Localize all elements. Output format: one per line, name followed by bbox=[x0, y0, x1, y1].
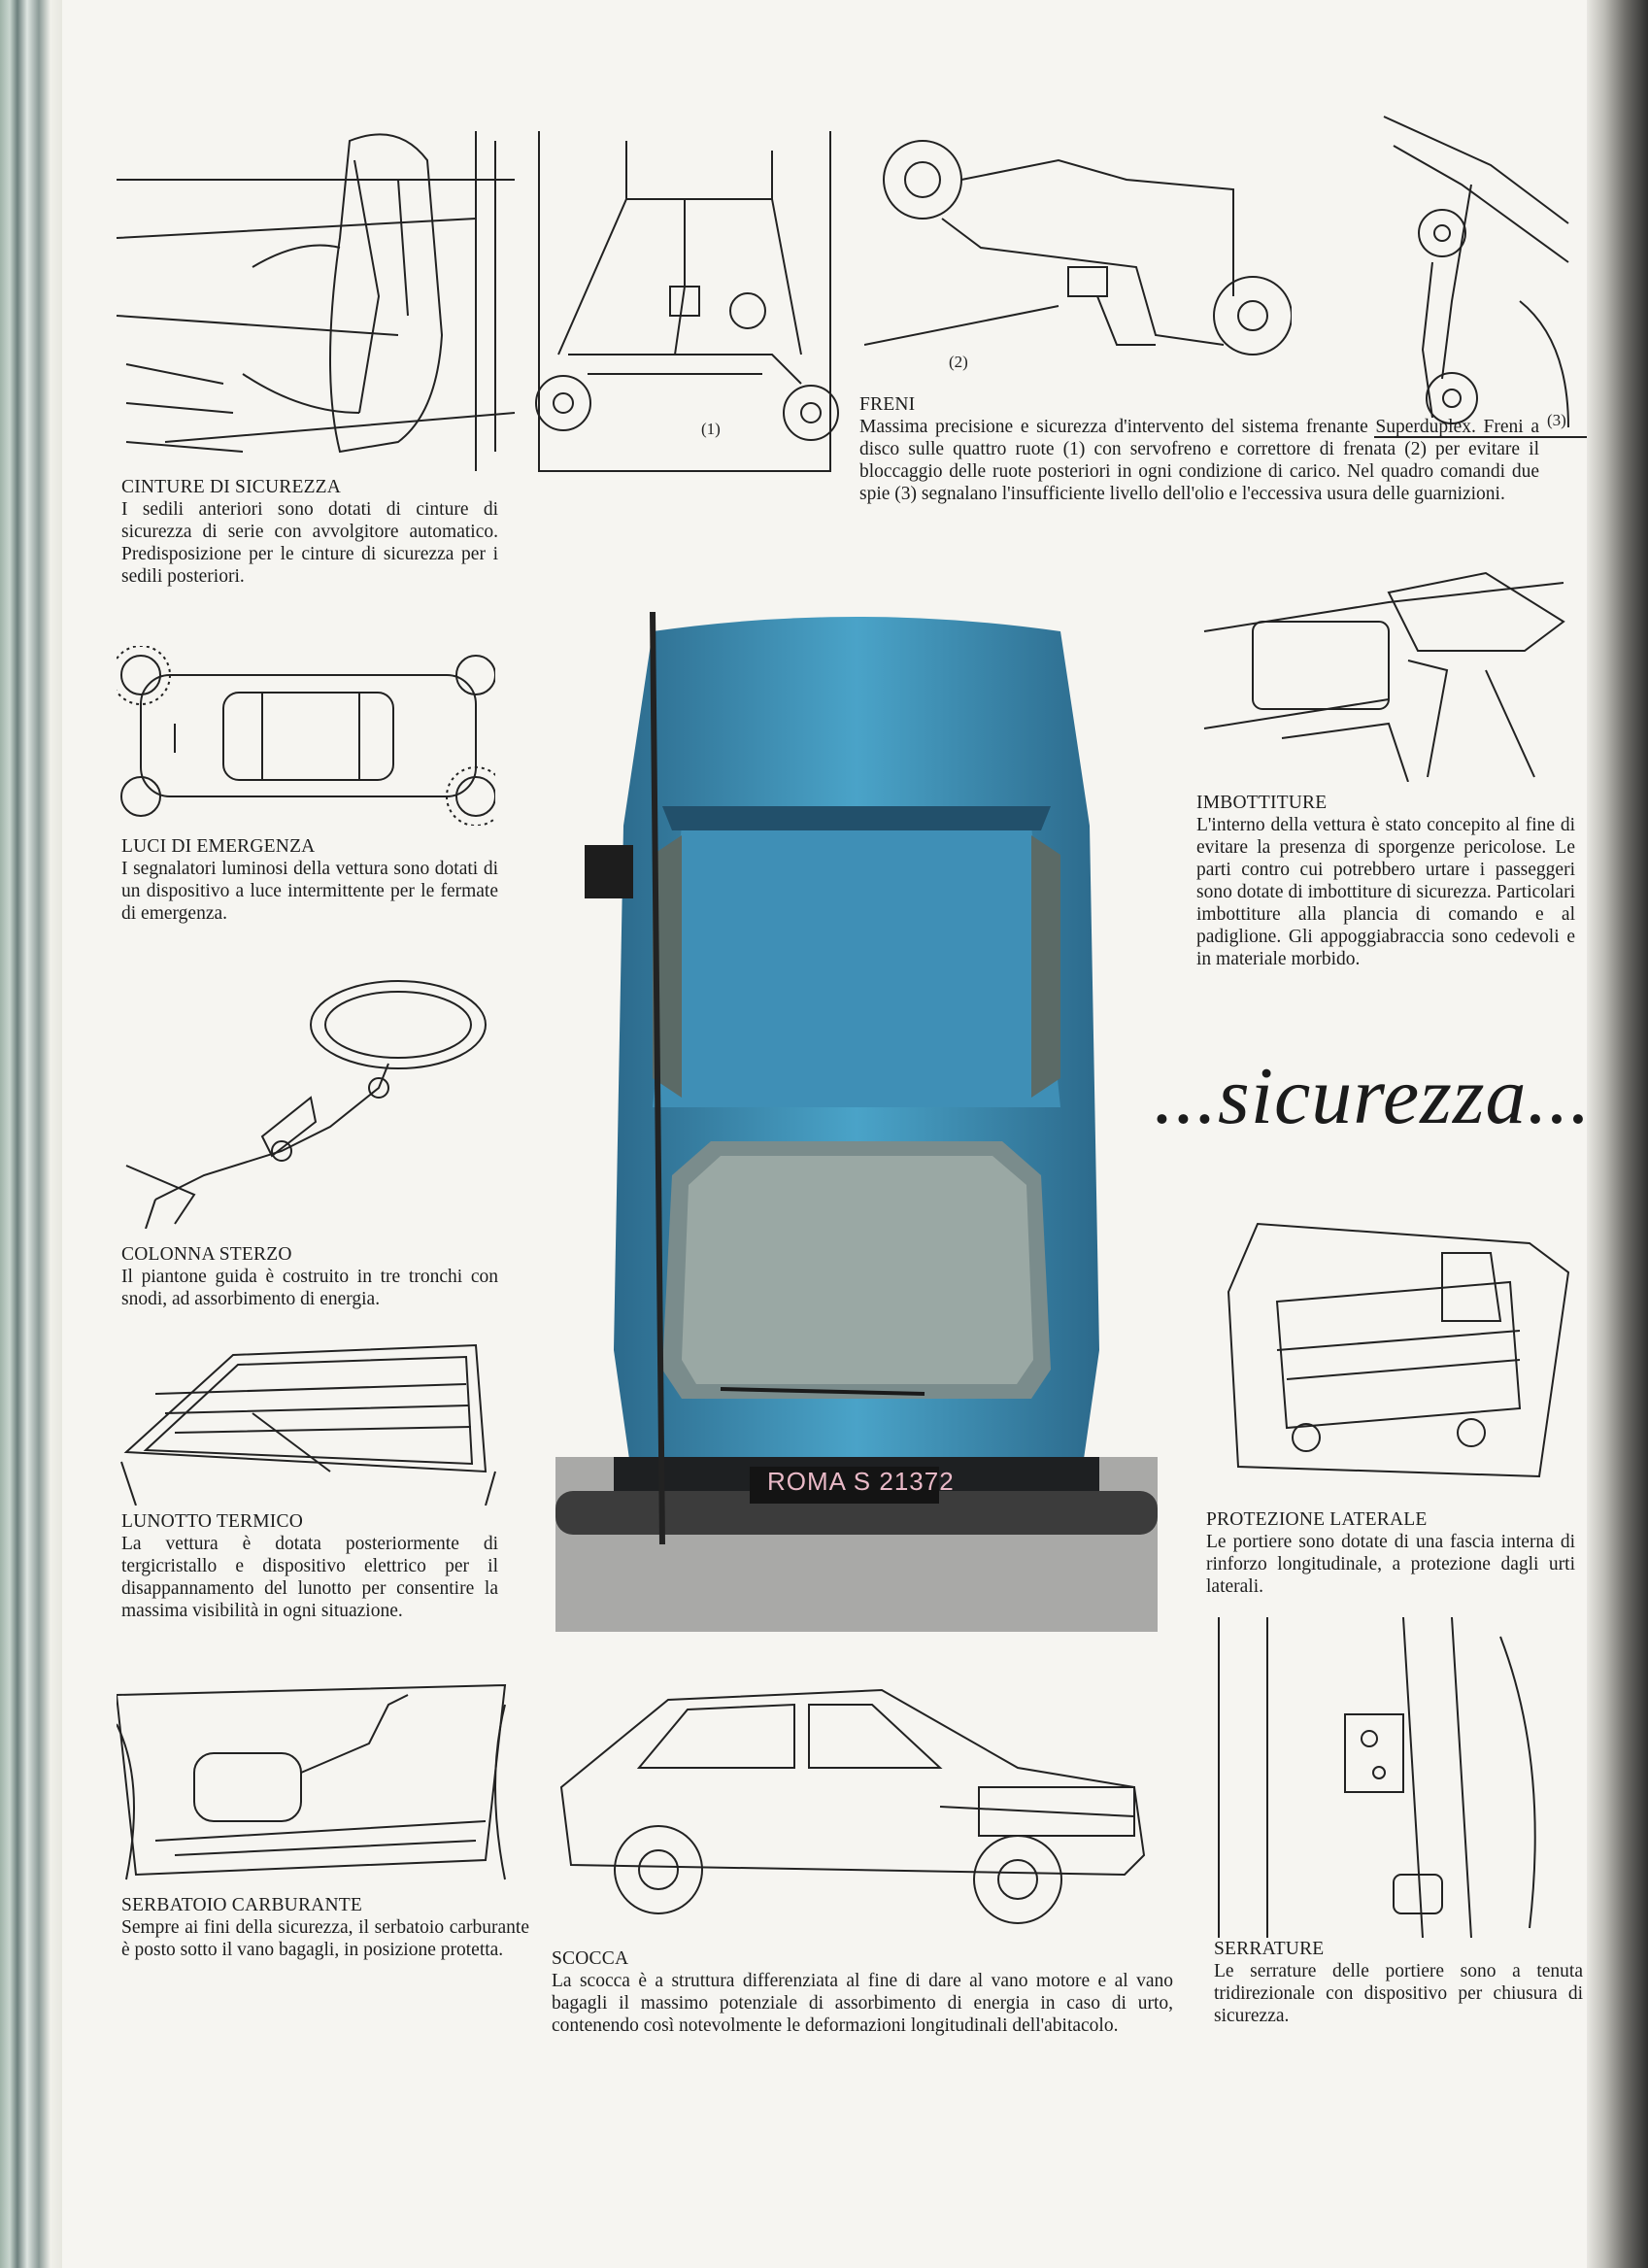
rear-window-illustration bbox=[117, 1336, 505, 1506]
section-serrature-title: SERRATURE bbox=[1214, 1939, 1325, 1959]
fuel-tank-illustration bbox=[117, 1666, 524, 1889]
section-protezione bbox=[1206, 1508, 1575, 1598]
label-two: (2) bbox=[949, 353, 968, 371]
brake-disc-illustration bbox=[529, 112, 840, 495]
section-colonna-title: COLONNA STERZO bbox=[121, 1244, 292, 1265]
section-scocca-text: La scocca è a struttura differenziata al fine di dare al vano motore e al vano bagagli il massimo potenziale di assorbimento di energia in caso di urto, contenendo così notevolmente le deformazioni longitudinali dell'abitacolo. bbox=[552, 1971, 1173, 2036]
license-plate: ROMA S 21372 bbox=[767, 1467, 955, 1496]
section-serbatoio-text: Sempre ai fini della sicurezza, il serbatoio carburante è posto sotto il vano bagagli, in posizione protetta. bbox=[121, 1917, 529, 1960]
section-serrature bbox=[1214, 1938, 1583, 2027]
book-spine bbox=[0, 0, 62, 2268]
brake-corrector-illustration bbox=[864, 121, 1292, 364]
section-colonna bbox=[121, 1243, 498, 1310]
section-freni-title: FRENI bbox=[859, 394, 916, 415]
section-serbatoio bbox=[121, 1894, 529, 1961]
section-cinture bbox=[121, 476, 498, 588]
section-colonna-text: Il piantone guida è costruito in tre tronchi con snodi, ad assorbimento di energia. bbox=[121, 1267, 498, 1309]
section-scocca bbox=[552, 1947, 1173, 2037]
section-serrature-text: Le serrature delle portiere sono a tenuta tridirezionale con dispositivo per chiusura di sicurezza. bbox=[1214, 1961, 1583, 2026]
section-cinture-title: CINTURE DI SICUREZZA bbox=[121, 477, 342, 497]
label-one: (1) bbox=[701, 420, 721, 438]
section-imbottiture-text: L'interno della vettura è stato concepito al fine di evitare la presenza di sporgenze pericolose. Le parti contro cui potrebbero urtare i passeggeri sono dotate di imbottiture di sicurezza. Particolari imbottiture alla plancia di comando e al padiglione. Gli appoggiabraccia sono cedevoli e in materiale morbido. bbox=[1196, 815, 1575, 969]
section-imbottiture-title: IMBOTTITURE bbox=[1196, 793, 1328, 813]
car-body-illustration bbox=[552, 1671, 1154, 1943]
section-imbottiture bbox=[1196, 792, 1575, 970]
section-protezione-text: Le portiere sono dotate di una fascia interna di rinforzo longitudinale, a protezione dagli urti laterali. bbox=[1206, 1532, 1575, 1597]
label-three: (3) bbox=[1547, 411, 1566, 429]
section-scocca-title: SCOCCA bbox=[552, 1948, 629, 1969]
slogan-heading: ...sicurezza... bbox=[1154, 1051, 1592, 1141]
section-lunotto-title: LUNOTTO TERMICO bbox=[121, 1511, 303, 1532]
section-luci-text: I segnalatori luminosi della vettura sono dotati di un dispositivo a luce intermittente per le fermate di emergenza. bbox=[121, 859, 498, 924]
side-protection-illustration bbox=[1219, 1214, 1587, 1496]
section-luci bbox=[121, 835, 498, 925]
section-lunotto-text: La vettura è dotata posteriormente di tergicristallo e dispositivo elettrico per il disappannamento del lunotto per consentire la massima visibilità in ogni situazione. bbox=[121, 1534, 498, 1621]
section-freni bbox=[859, 393, 1539, 505]
section-luci-title: LUCI DI EMERGENZA bbox=[121, 836, 316, 857]
section-protezione-title: PROTEZIONE LATERALE bbox=[1206, 1509, 1428, 1530]
door-lock-illustration bbox=[1209, 1617, 1587, 1938]
section-freni-text: Massima precisione e sicurezza d'intervento del sistema frenante Superduplex. Freni a disco sulle quattro ruote (1) con servofreno e correttore di frenata (2) per evitare il bloccaggio delle ruote posteriori in ogni condizione di carico. Nel quadro comandi due spie (3) segnalano l'insufficiente livello dell'olio e l'eccessiva usura delle guarnizioni. bbox=[859, 417, 1539, 504]
emergency-lights-illustration bbox=[117, 646, 495, 826]
section-serbatoio-title: SERBATOIO CARBURANTE bbox=[121, 1895, 362, 1915]
section-lunotto bbox=[121, 1510, 498, 1622]
section-cinture-text: I sedili anteriori sono dotati di cinture di sicurezza di serie con avvolgitore automatico. Predisposizione per le cinture di sicurezza per i sedili posteriori. bbox=[121, 499, 498, 587]
seatbelt-illustration bbox=[107, 121, 520, 481]
padding-illustration bbox=[1194, 554, 1587, 782]
steering-column-illustration bbox=[117, 971, 500, 1229]
